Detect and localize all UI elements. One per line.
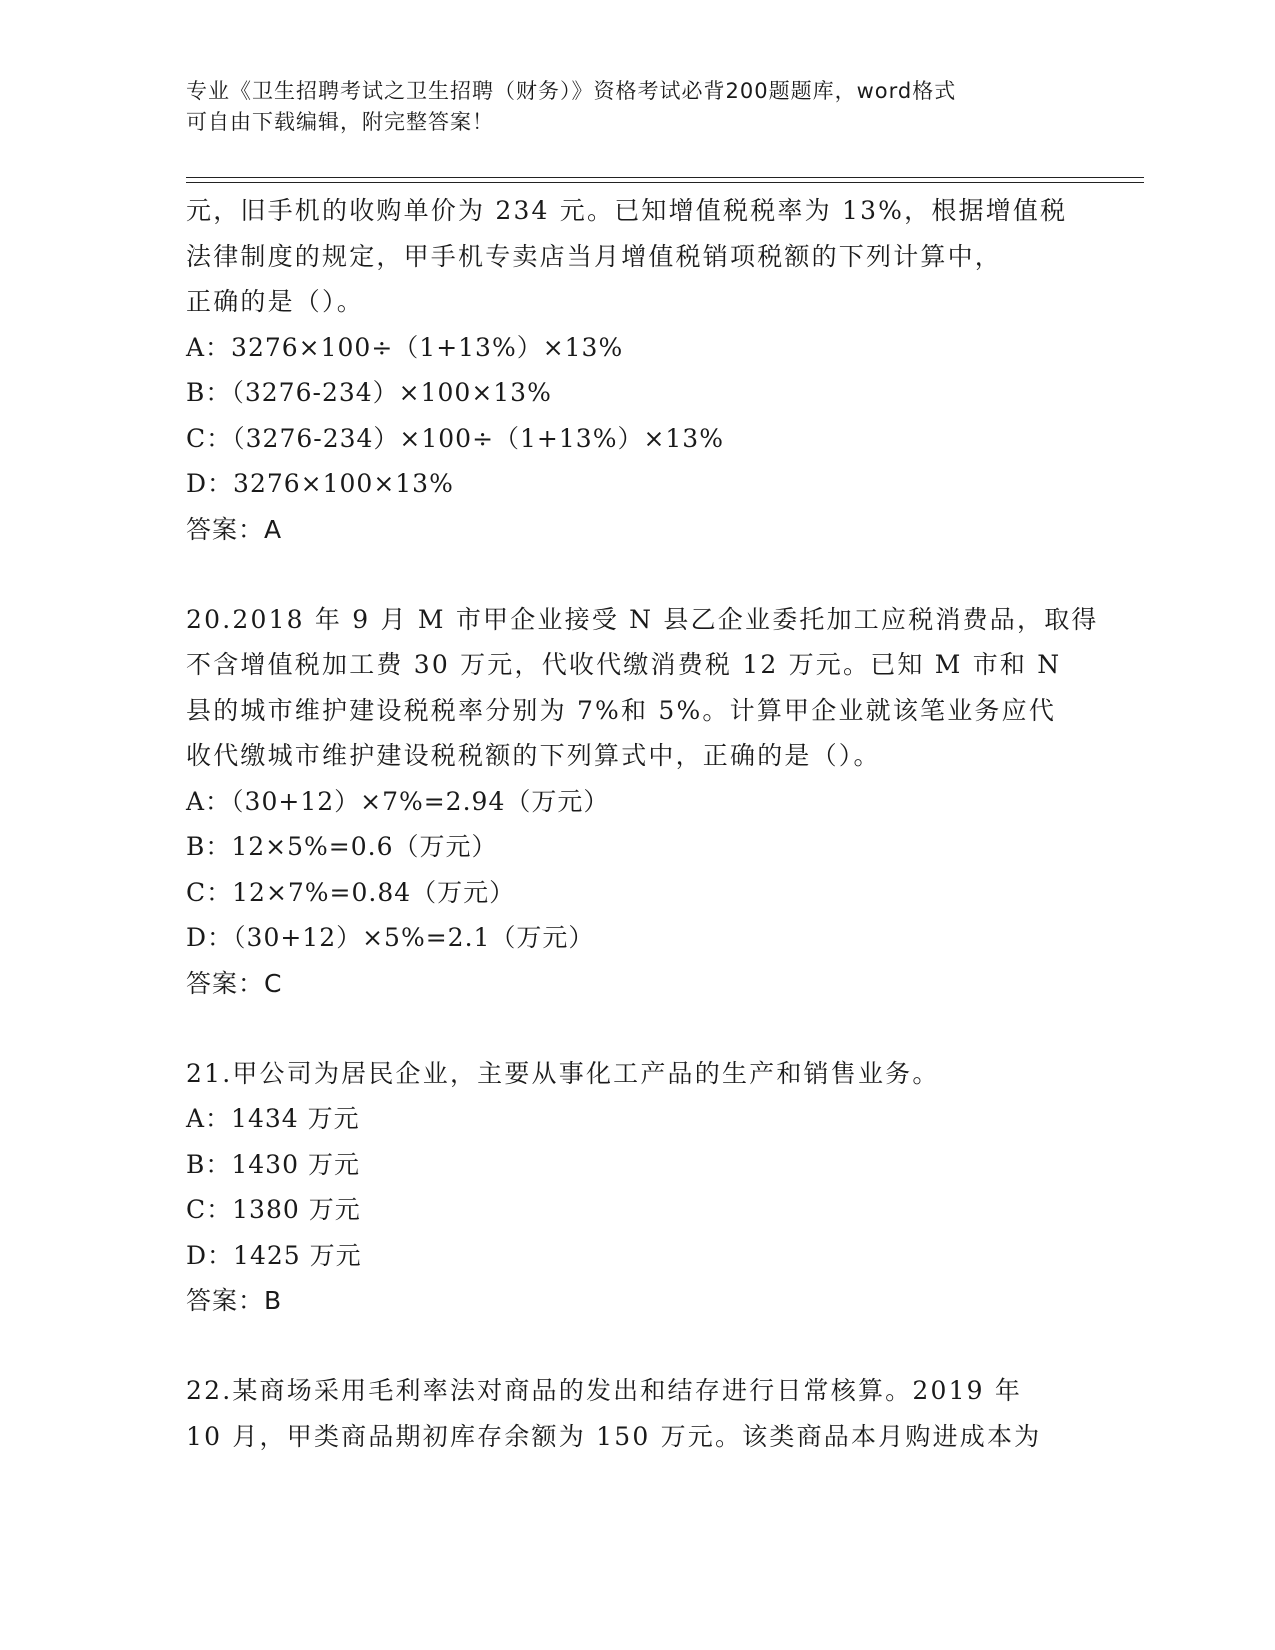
header-divider-top xyxy=(186,177,1144,178)
question-19-option-a: A：3276×100÷（1+13%）×13% xyxy=(186,332,624,362)
question-19-answer: 答案：A xyxy=(186,514,283,544)
spacer xyxy=(186,1006,1086,1051)
question-21-answer: 答案：B xyxy=(186,1286,283,1315)
header-title-line-2: 可自由下载编辑，附完整答案！ xyxy=(186,110,494,134)
question-19 xyxy=(186,188,1086,552)
question-22-text-line: 22.某商场采用毛利率法对商品的发出和结存进行日常核算。2019 年 xyxy=(186,1376,1023,1405)
question-19-text-line: 正确的是（）。 xyxy=(186,287,364,316)
question-22 xyxy=(186,1368,1086,1459)
spacer xyxy=(186,552,1086,597)
question-20-answer: 答案：C xyxy=(186,968,283,998)
question-19-option-d: D：3276×100×13% xyxy=(186,469,454,498)
question-19-option-c: C：（3276-234）×100÷（1+13%）×13% xyxy=(186,423,724,453)
question-21-text-line: 21.甲公司为居民企业，主要从事化工产品的生产和销售业务。 xyxy=(186,1058,940,1088)
question-20-option-b: B：12×5%=0.6（万元） xyxy=(186,832,498,861)
question-20-option-c: C：12×7%=0.84（万元） xyxy=(186,877,516,907)
question-22-text-line: 10 月，甲类商品期初库存余额为 150 万元。该类商品本月购进成本为 xyxy=(186,1421,1042,1451)
question-20-option-a: A：（30+12）×7%=2.94（万元） xyxy=(186,786,610,816)
question-19-option-b: B：（3276-234）×100×13% xyxy=(186,378,552,407)
header-divider-bottom xyxy=(186,182,1144,183)
question-20-text-line: 不含增值税加工费 30 万元，代收代缴消费税 12 万元。已知 M 市和 N xyxy=(186,650,1062,679)
question-21-option-b: B：1430 万元 xyxy=(186,1149,360,1179)
document-body xyxy=(186,188,1099,1459)
header-title-line-1: 专业《卫生招聘考试之卫生招聘（财务）》资格考试必背200题题库，word格式 xyxy=(186,79,957,103)
question-19-text-line: 元，旧手机的收购单价为 234 元。已知增值税税率为 13%，根据增值税 xyxy=(186,196,1068,225)
spacer xyxy=(186,1323,1086,1368)
question-21 xyxy=(186,1051,1086,1324)
question-20 xyxy=(186,597,1099,1006)
question-20-text-line: 收代缴城市维护建设税税额的下列算式中，正确的是（）。 xyxy=(186,741,881,770)
question-21-option-a: A：1434 万元 xyxy=(186,1104,360,1133)
question-20-text-line: 20.2018 年 9 月 M 市甲企业接受 N 县乙企业委托加工应税消费品，取得 xyxy=(186,604,1099,634)
question-21-option-d: D：1425 万元 xyxy=(186,1240,362,1270)
question-20-option-d: D：（30+12）×5%=2.1（万元） xyxy=(186,923,595,952)
question-20-text-line: 县的城市维护建设税税率分别为 7%和 5%。计算甲企业就该笔业务应代 xyxy=(186,695,1057,725)
question-19-text-line: 法律制度的规定，甲手机专卖店当月增值税销项税额的下列计算中， xyxy=(186,241,1003,271)
question-21-option-c: C：1380 万元 xyxy=(186,1195,361,1224)
page-header xyxy=(186,76,1086,138)
